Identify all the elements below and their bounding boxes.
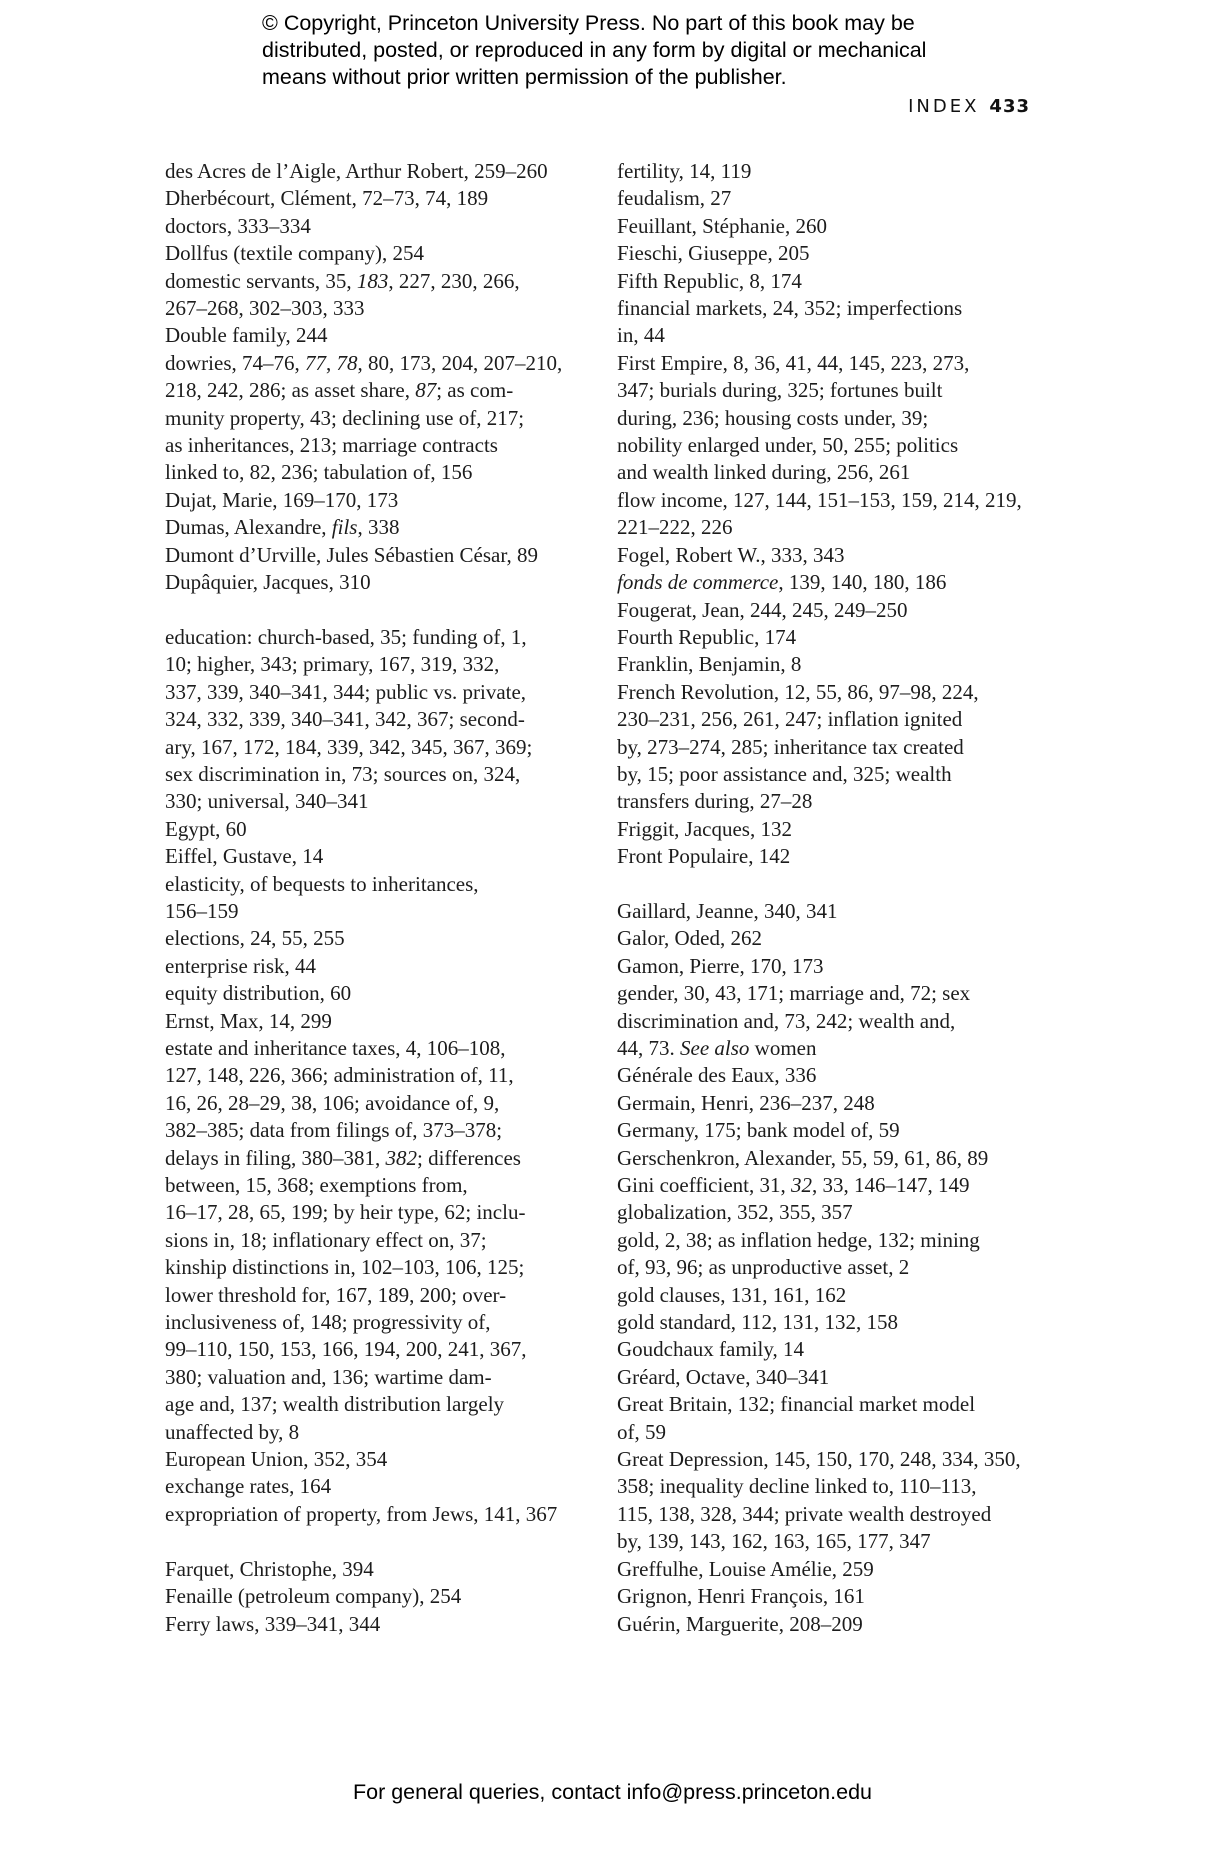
index-entry bbox=[165, 953, 585, 980]
index-entry-line: Franklin, Benjamin, 8 bbox=[617, 652, 802, 677]
index-entry bbox=[617, 1090, 1037, 1117]
index-entry-line: sex discrimination in, 73; sources on, 324, bbox=[165, 761, 521, 786]
index-entry-line: Goudchaux family, 14 bbox=[617, 1337, 805, 1362]
index-entry-line: unaffected by, 8 bbox=[165, 1419, 300, 1444]
index-entry-line: Fourth Republic, 174 bbox=[617, 624, 797, 649]
index-entry-line: sions in, 18; inflationary effect on, 37; bbox=[165, 1227, 487, 1252]
index-entry bbox=[617, 240, 1037, 267]
index-entry bbox=[617, 1145, 1037, 1172]
index-entry-line: by, 15; poor assistance and, 325; wealth bbox=[617, 761, 952, 786]
index-entry-line: Great Britain, 132; financial market model bbox=[617, 1392, 976, 1417]
index-entry-line: between, 15, 368; exemptions from, bbox=[165, 1173, 468, 1198]
copyright-notice bbox=[262, 10, 1022, 91]
index-entry bbox=[617, 1172, 1037, 1199]
index-entry-line: 156–159 bbox=[165, 898, 239, 923]
index-entry bbox=[165, 213, 585, 240]
index-entry bbox=[617, 295, 1037, 350]
section-gap bbox=[165, 597, 585, 624]
index-entry-line: nobility enlarged under, 50, 255; politics bbox=[617, 433, 959, 458]
index-entry-line: 267–268, 302–303, 333 bbox=[165, 296, 365, 321]
index-entry bbox=[617, 213, 1037, 240]
index-entry bbox=[617, 185, 1037, 212]
index-entry-line: Dherbécourt, Clément, 72–73, 74, 189 bbox=[165, 186, 489, 211]
index-entry bbox=[617, 597, 1037, 624]
index-entry-line: Double family, 244 bbox=[165, 323, 328, 348]
index-entry bbox=[617, 953, 1037, 980]
index-entry bbox=[165, 624, 585, 816]
index-entry bbox=[617, 898, 1037, 925]
index-entry-line: gold clauses, 131, 161, 162 bbox=[617, 1282, 847, 1307]
index-entry bbox=[617, 843, 1037, 870]
index-entry-line: dowries, 74–76, 77, 78, 80, 173, 204, 207–210, bbox=[165, 350, 563, 375]
index-entry-line: des Acres de l’Aigle, Arthur Robert, 259–260 bbox=[165, 159, 548, 183]
index-entry-line: during, 236; housing costs under, 39; bbox=[617, 405, 929, 430]
index-entry bbox=[165, 240, 585, 267]
index-entry bbox=[165, 925, 585, 952]
index-entry-line: Greffulhe, Louise Amélie, 259 bbox=[617, 1556, 874, 1581]
index-entry-line: Fougerat, Jean, 244, 245, 249–250 bbox=[617, 597, 908, 622]
index-entry-line: gold standard, 112, 131, 132, 158 bbox=[617, 1310, 898, 1335]
index-entry-line: 330; universal, 340–341 bbox=[165, 789, 369, 814]
index-entry-line: fertility, 14, 119 bbox=[617, 159, 752, 183]
index-entry bbox=[165, 185, 585, 212]
index-entry bbox=[165, 1501, 585, 1528]
index-entry-line: French Revolution, 12, 55, 86, 97–98, 224, bbox=[617, 679, 979, 704]
index-entry-line: 10; higher, 343; primary, 167, 319, 332, bbox=[165, 652, 500, 677]
index-entry bbox=[165, 1473, 585, 1500]
index-entry-line: Gini coefficient, 31, 32, 33, 146–147, 149 bbox=[617, 1173, 970, 1198]
copyright-line: © Copyright, Princeton University Press. No part of this book may be bbox=[262, 11, 915, 35]
index-entry bbox=[617, 1309, 1037, 1336]
index-entry-line: discrimination and, 73, 242; wealth and, bbox=[617, 1008, 956, 1033]
index-entry bbox=[617, 268, 1037, 295]
index-entry-line: doctors, 333–334 bbox=[165, 213, 311, 238]
index-entry bbox=[165, 843, 585, 870]
index-entry-line: 16–17, 28, 65, 199; by heir type, 62; inclu- bbox=[165, 1200, 526, 1225]
index-entry-line: Great Depression, 145, 150, 170, 248, 334, 350, bbox=[617, 1447, 1021, 1472]
index-entry-line: Eiffel, Gustave, 14 bbox=[165, 844, 324, 869]
index-entry bbox=[617, 1446, 1037, 1556]
index-entry-line: linked to, 82, 236; tabulation of, 156 bbox=[165, 460, 473, 485]
index-entry bbox=[165, 569, 585, 596]
index-entry-line: education: church-based, 35; funding of, 1, bbox=[165, 624, 527, 649]
index-entry bbox=[617, 1227, 1037, 1282]
index-entry-line: fonds de commerce, 139, 140, 180, 186 bbox=[617, 570, 947, 595]
index-entry-line: of, 59 bbox=[617, 1419, 666, 1444]
index-entry-line: of, 93, 96; as unproductive asset, 2 bbox=[617, 1255, 910, 1280]
index-entry bbox=[617, 1336, 1037, 1363]
index-entry-line: in, 44 bbox=[617, 323, 665, 348]
index-entry-line: gold, 2, 38; as inflation hedge, 132; mining bbox=[617, 1227, 980, 1252]
index-entry bbox=[165, 322, 585, 349]
index-entry-line: domestic servants, 35, 183, 227, 230, 266, bbox=[165, 268, 520, 293]
index-entry-line: transfers during, 27–28 bbox=[617, 789, 813, 814]
index-entry-line: Grignon, Henri François, 161 bbox=[617, 1584, 865, 1609]
index-entry-line: gender, 30, 43, 171; marriage and, 72; sex bbox=[617, 981, 971, 1006]
index-entry-line: as inheritances, 213; marriage contracts bbox=[165, 433, 498, 458]
index-entry bbox=[617, 980, 1037, 1062]
footer-contact: For general queries, contact info@press.princeton.edu bbox=[352, 1780, 872, 1804]
index-entry-line: 358; inequality decline linked to, 110–113, bbox=[617, 1474, 977, 1499]
index-entry bbox=[617, 679, 1037, 816]
index-entry-line: elections, 24, 55, 255 bbox=[165, 926, 345, 951]
index-entry-line: financial markets, 24, 352; imperfections bbox=[617, 296, 963, 321]
index-entry-line: Dumas, Alexandre, fils, 338 bbox=[165, 515, 400, 540]
index-entry-line: Ferry laws, 339–341, 344 bbox=[165, 1611, 381, 1636]
index-entry bbox=[617, 1364, 1037, 1391]
index-entry-line: 44, 73. See also women bbox=[617, 1035, 817, 1060]
index-entry-line: Guérin, Marguerite, 208–209 bbox=[617, 1611, 863, 1636]
index-entry-line: Farquet, Christophe, 394 bbox=[165, 1556, 374, 1581]
index-entry-line: Galor, Oded, 262 bbox=[617, 926, 762, 951]
index-entry bbox=[617, 158, 1037, 185]
index-entry bbox=[165, 487, 585, 514]
index-entry bbox=[165, 816, 585, 843]
index-entry bbox=[165, 268, 585, 323]
index-entry bbox=[165, 514, 585, 541]
index-entry-line: Germany, 175; bank model of, 59 bbox=[617, 1118, 900, 1143]
index-entry-line: 380; valuation and, 136; wartime dam- bbox=[165, 1364, 492, 1389]
index-entry-line: 324, 332, 339, 340–341, 342, 367; second- bbox=[165, 707, 525, 732]
index-entry bbox=[165, 871, 585, 926]
index-entry-line: ary, 167, 172, 184, 339, 342, 345, 367, 369; bbox=[165, 734, 533, 759]
index-entry bbox=[617, 816, 1037, 843]
index-entry-line: 382–385; data from filings of, 373–378; bbox=[165, 1118, 503, 1143]
index-entry-line: Fenaille (petroleum company), 254 bbox=[165, 1584, 462, 1609]
index-entry-line: 218, 242, 286; as asset share, 87; as com- bbox=[165, 378, 514, 403]
index-entry-line: 230–231, 256, 261, 247; inflation ignited bbox=[617, 707, 963, 732]
index-entry-line: Fieschi, Giuseppe, 205 bbox=[617, 241, 810, 266]
index-entry-line: 337, 339, 340–341, 344; public vs. private, bbox=[165, 679, 527, 704]
index-entry-line: 115, 138, 328, 344; private wealth destroyed bbox=[617, 1501, 992, 1526]
index-entry-line: and wealth linked during, 256, 261 bbox=[617, 460, 911, 485]
index-entry bbox=[165, 1035, 585, 1446]
page-number: 433 bbox=[989, 96, 1030, 117]
index-entry bbox=[165, 1611, 585, 1638]
index-entry bbox=[617, 542, 1037, 569]
index-entry-line: globalization, 352, 355, 357 bbox=[617, 1200, 853, 1225]
index-entry-line: Ernst, Max, 14, 299 bbox=[165, 1008, 332, 1033]
index-entry-line: Gréard, Octave, 340–341 bbox=[617, 1364, 830, 1389]
index-entry-line: by, 273–274, 285; inheritance tax created bbox=[617, 734, 964, 759]
index-entry-line: kinship distinctions in, 102–103, 106, 125; bbox=[165, 1255, 525, 1280]
index-entry-line: age and, 137; wealth distribution largely bbox=[165, 1392, 505, 1417]
index-entry-line: Germain, Henri, 236–237, 248 bbox=[617, 1090, 875, 1115]
index-entry-line: 16, 26, 28–29, 38, 106; avoidance of, 9, bbox=[165, 1090, 500, 1115]
index-entry bbox=[617, 350, 1037, 487]
index-entry bbox=[165, 980, 585, 1007]
index-entry bbox=[617, 1583, 1037, 1610]
index-entry-line: Gamon, Pierre, 170, 173 bbox=[617, 953, 824, 978]
index-entry-line: Gaillard, Jeanne, 340, 341 bbox=[617, 898, 838, 923]
index-entry-line: 99–110, 150, 153, 166, 194, 200, 241, 367, bbox=[165, 1337, 527, 1362]
index-entry bbox=[617, 925, 1037, 952]
index-entry-line: Dupâquier, Jacques, 310 bbox=[165, 570, 371, 595]
index-entry bbox=[617, 1062, 1037, 1089]
index-entry bbox=[617, 1391, 1037, 1446]
index-entry-line: Feuillant, Stéphanie, 260 bbox=[617, 213, 827, 238]
index-column-right bbox=[617, 158, 1037, 1638]
index-entry bbox=[617, 487, 1037, 542]
index-entry-line: Friggit, Jacques, 132 bbox=[617, 816, 792, 841]
index-entry-line: Générale des Eaux, 336 bbox=[617, 1063, 817, 1088]
index-entry-line: by, 139, 143, 162, 163, 165, 177, 347 bbox=[617, 1529, 931, 1554]
index-entry bbox=[617, 569, 1037, 596]
index-entry bbox=[617, 1117, 1037, 1144]
index-entry-line: feudalism, 27 bbox=[617, 186, 732, 211]
index-entry-line: Fifth Republic, 8, 174 bbox=[617, 268, 802, 293]
index-entry bbox=[617, 1611, 1037, 1638]
index-entry-line: Gerschenkron, Alexander, 55, 59, 61, 86, 89 bbox=[617, 1145, 989, 1170]
index-column-left bbox=[165, 158, 585, 1638]
index-entry bbox=[165, 158, 585, 185]
running-head bbox=[908, 96, 1030, 117]
index-entry bbox=[165, 542, 585, 569]
index-entry-line: 347; burials during, 325; fortunes built bbox=[617, 378, 943, 403]
copyright-line: distributed, posted, or reproduced in any form by digital or mechanical bbox=[262, 38, 927, 62]
index-entry-line: estate and inheritance taxes, 4, 106–108, bbox=[165, 1035, 506, 1060]
index-entry-line: 221–222, 226 bbox=[617, 515, 733, 540]
section-gap bbox=[165, 1528, 585, 1555]
index-entry-line: lower threshold for, 167, 189, 200; over- bbox=[165, 1282, 507, 1307]
index-entry-line: Front Populaire, 142 bbox=[617, 844, 791, 869]
section-gap bbox=[617, 871, 1037, 898]
index-entry-line: munity property, 43; declining use of, 217; bbox=[165, 405, 525, 430]
index-entry bbox=[617, 624, 1037, 651]
index-entry-line: flow income, 127, 144, 151–153, 159, 214, 219, bbox=[617, 487, 1022, 512]
index-entry-line: inclusiveness of, 148; progressivity of, bbox=[165, 1310, 491, 1335]
index-entry-line: European Union, 352, 354 bbox=[165, 1447, 388, 1472]
index-entry-line: exchange rates, 164 bbox=[165, 1474, 332, 1499]
index-entry-line: equity distribution, 60 bbox=[165, 981, 352, 1006]
index-entry-line: 127, 148, 226, 366; administration of, 11, bbox=[165, 1063, 514, 1088]
index-entry bbox=[617, 1199, 1037, 1226]
index-entry bbox=[617, 651, 1037, 678]
copyright-line: means without prior written permission of the publisher. bbox=[262, 65, 787, 89]
index-entry-line: enterprise risk, 44 bbox=[165, 953, 317, 978]
index-entry bbox=[165, 1583, 585, 1610]
index-entry-line: Dumont d’Urville, Jules Sébastien César, 89 bbox=[165, 542, 539, 567]
index-entry bbox=[617, 1556, 1037, 1583]
index-entry bbox=[165, 1446, 585, 1473]
index-entry bbox=[165, 1556, 585, 1583]
index-entry bbox=[165, 350, 585, 487]
index-entry-line: elasticity, of bequests to inheritances, bbox=[165, 871, 479, 896]
index-entry-line: Dujat, Marie, 169–170, 173 bbox=[165, 487, 399, 512]
index-entry-line: Fogel, Robert W., 333, 343 bbox=[617, 542, 845, 567]
section-title: INDEX bbox=[908, 96, 980, 117]
index-entry-line: delays in filing, 380–381, 382; differences bbox=[165, 1145, 521, 1170]
index-entry-line: expropriation of property, from Jews, 141, 367 bbox=[165, 1501, 558, 1526]
index-entry bbox=[165, 1008, 585, 1035]
index-entry bbox=[617, 1282, 1037, 1309]
index-entry-line: First Empire, 8, 36, 41, 44, 145, 223, 273, bbox=[617, 350, 970, 375]
index-entry-line: Dollfus (textile company), 254 bbox=[165, 241, 424, 266]
index-entry-line: Egypt, 60 bbox=[165, 816, 247, 841]
